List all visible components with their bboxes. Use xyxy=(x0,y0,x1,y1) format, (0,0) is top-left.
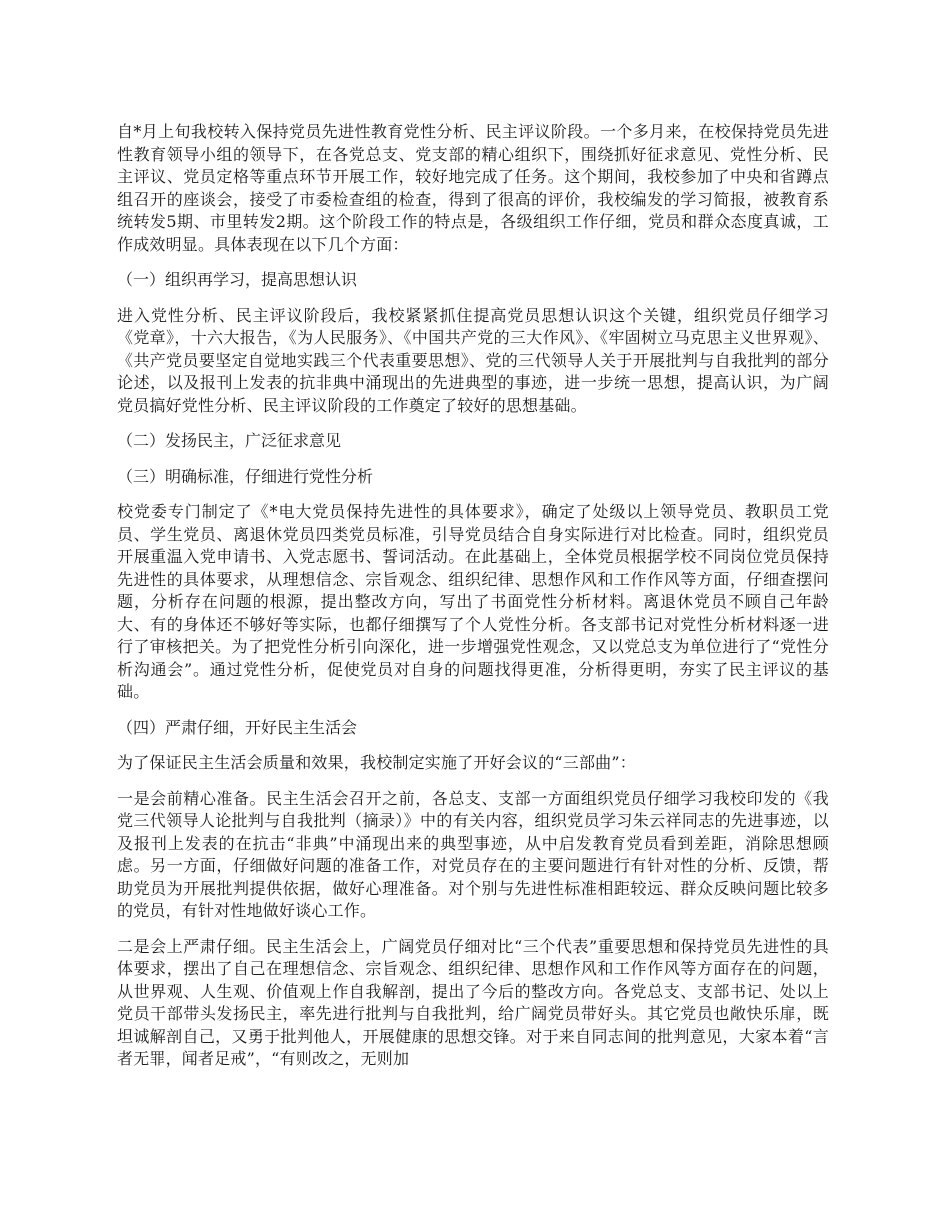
step-one-paragraph: 一是会前精心准备。民主生活会召开之前，各总支、支部一方面组织党员仔细学习我校印发的《我党三代领导人论批判与自我批判（摘录）》中的有关内容，组织党员学习朱云祥同志的先进事迹，以及报刊上发表的在抗击“非典”中涌现出来的典型事迹，从中启发教育党员看到差距，消除思想顾虑。另一方面，仔细做好问题的准备工作，对党员存在的主要问题进行有针对性的分析、反馈，帮助党员为开展批判提供依据，做好心理准备。对个别与先进性标准相距较远、群众反映问题比较多的党员，有针对性地做好谈心工作。 xyxy=(117,788,829,920)
step-two-paragraph: 二是会上严肃仔细。民主生活会上，广阔党员仔细对比“三个代表”重要思想和保持党员先进性的具体要求，摆出了自己在理想信念、宗旨观念、组织纪律、思想作风和工作作风等方面存在的问题，从世界观、人生观、价值观上作自我解剖，提出了今后的整改方向。各党总支、支部书记、处以上党员干部带头发扬民主，率先进行批判与自我批判，给广阔党员带好头。其它党员也敞快乐扉，既坦诚解剖自己，又勇于批判他人，开展健康的思想交锋。对于来自同志间的批判意见，大家本着“言者无罪，闻者足戒”，“有则改之，无则加 xyxy=(117,936,829,1068)
section-heading-4: （四）严肃仔细，开好民主生活会 xyxy=(117,717,358,737)
intro-paragraph: 自*月上旬我校转入保持党员先进性教育党性分析、民主评议阶段。一个多月来，在校保持党员先进性教育领导小组的领导下，在各党总支、党支部的精心组织下，围绕抓好征求意见、党性分析、民主评议、党员定格等重点环节开展工作，较好地完成了任务。这个期间，我校参加了中央和省蹲点组召开的座谈会，接受了市委检查组的检查，得到了很高的评价，我校编发的学习简报，被教育系统转发5期、市里转发2期。这个阶段工作的特点是，各级组织工作仔细，党员和群众态度真诚，工作成效明显。具体表现在以下几个方面： xyxy=(117,122,829,254)
section-4-intro-paragraph: 为了保证民主生活会质量和效果，我校制定实施了开好会议的“三部曲”： xyxy=(117,753,636,772)
section-1-paragraph: 进入党性分析、民主评议阶段后，我校紧紧抓住提高党员思想认识这个关键，组织党员仔细学习《党章》，十六大报告，《为人民服务》、《中国共产党的三大作风》、《牢固树立马克思主义世界观》、《共产党员要坚定自觉地实践三个代表重要思想》、党的三代领导人关于开展批判与自我批判的部分论述，以及报刊上发表的抗非典中涌现出的先进典型的事迹，进一步统一思想，提高认识，为广阔党员搞好党性分析、民主评议阶段的工作奠定了较好的思想基础。 xyxy=(117,305,829,415)
section-heading-3: （三）明确标准，仔细进行党性分析 xyxy=(117,466,374,486)
document-page xyxy=(117,121,829,1084)
section-3-paragraph: 校党委专门制定了《*电大党员保持先进性的具体要求》，确定了处级以上领导党员、教职员工党员、学生党员、离退休党员四类党员标准，引导党员结合自身实际进行对比检查。同时，组织党员开展重温入党申请书、入党志愿书、誓词活动。在此基础上，全体党员根据学校不同岗位党员保持先进性的具体要求，从理想信念、宗旨观念、组织纪律、思想作风和工作作风等方面，仔细查摆问题，分析存在问题的根源，提出整改方向，写出了书面党性分析材料。离退休党员不顾自己年龄大、有的身体还不够好等实际，也都仔细撰写了个人党性分析。各支部书记对党性分析材料逐一进行了审核把关。为了把党性分析引向深化，进一步增强党性观念，又以党总支为单位进行了“党性分析沟通会”。通过党性分析，促使党员对自身的问题找得更准，分析得更明，夯实了民主评议的基础。 xyxy=(117,502,829,701)
section-heading-1: （一）组织再学习，提高思想认识 xyxy=(117,270,358,289)
section-heading-2: （二）发扬民主，广泛征求意见 xyxy=(117,431,342,450)
